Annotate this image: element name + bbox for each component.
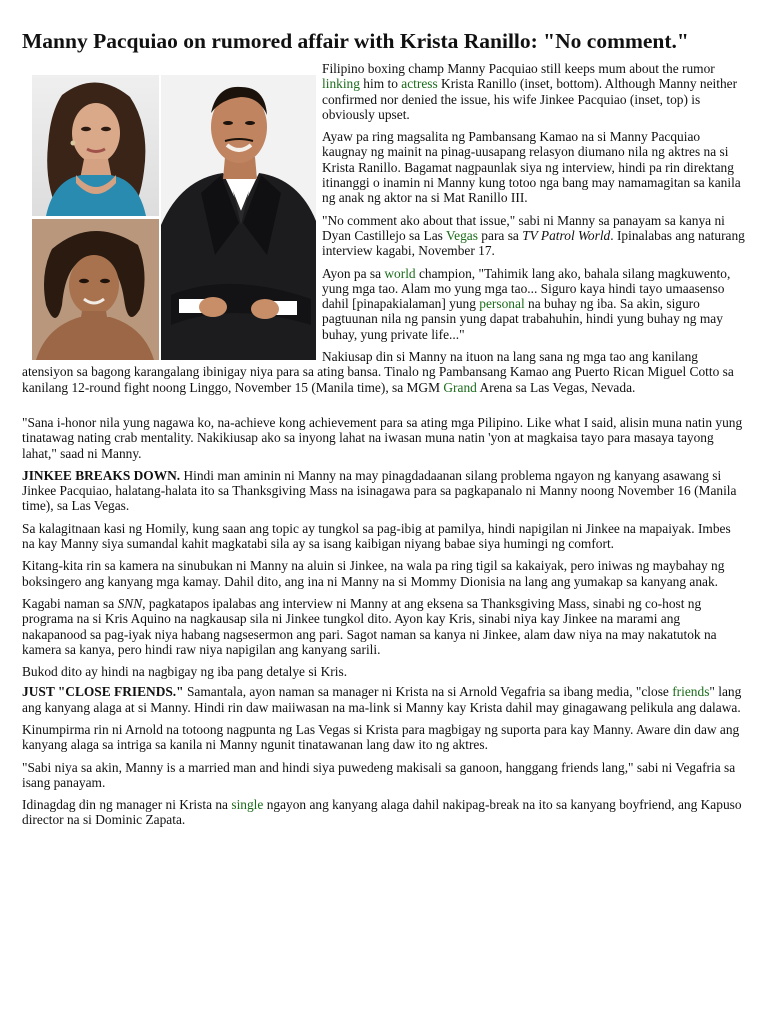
keyword-link[interactable]: personal <box>479 296 525 312</box>
text: "No comment ako about that issue," sabi ni Manny sa panayam sa kanya ni Dyan Castillejo sa Las <box>322 212 725 243</box>
text: Filipino boxing champ Manny Pacquiao still keeps mum about the rumor <box>322 61 715 76</box>
text: . Ipinalabas ang naturang interview kagabi, November 17. <box>322 227 745 259</box>
paragraph: Sa kalagitnaan kasi ng Homily, kung saan ang topic ay tungkol sa pag-ibig at pamilya, hindi napigilan ni Jinkee na mapaiyak. Imbes na kay Manny siya sumandal kahit magkatabi sila ay sa isang kaibigan niyang babae siya humingi ng comfort. <box>22 520 731 552</box>
paragraph <box>22 596 746 657</box>
paragraph-section-jinkee <box>22 468 746 514</box>
paragraph: Ayaw pa ring magsalita ng Pambansang Kamao na si Manny Pacquiao kaugnay ng mainit na pinag-uusapang relasyon diumano nila ng aktres na si Krista Ranillo. Bagamat nagpaunlak siya ng interview, hindi pa rin direktang itinanggi o inamin ni Manny kung totoo nga bang may namamagitan sa kanila ng anak ng aktor na si Mat Ranillo III. <box>322 129 741 206</box>
text: Idinagdag din ng manager ni Krista na <box>22 797 232 813</box>
text: him to <box>359 76 402 92</box>
article-body <box>22 61 746 835</box>
program-name: SNN <box>117 595 143 611</box>
article-title: Manny Pacquiao on rumored affair with Krista Ranillo: "No comment." <box>22 29 689 53</box>
paragraph: Kinumpirma rin ni Arnold na totoong nagpunta ng Las Vegas si Krista para magbigay ng suporta para kay Manny. Aware din daw ang kanyang alaga sa intriga sa kanila ni Manny ngunit tinatawanan lang daw ito ng aktres. <box>22 721 740 753</box>
paragraph: "Sabi niya sa akin, Manny is a married man and hindi siya puwedeng makisali sa ganoon, hanggang friends lang," sabi ni Vegafria sa isang panayam. <box>22 759 736 790</box>
text: Hindi man aminin ni Manny na may pinagdadaanan silang problema ngayon ng kanyang asawang si Jinkee Pacquiao, halatang-halata ito sa Thanksgiving Mass na isinagawa para sa pagkapanalo ni Manny noong November 16 (Manila time), sa Las Vegas. <box>22 467 737 514</box>
text: na buhay ng iba. Sa akin, siguro pagtuunan nila ng pansin yung dapat trabahuhin, hindi yung buhay ng may buhay, yung private life..." <box>322 296 723 342</box>
text: Kagabi naman sa <box>22 595 118 611</box>
text: champion, "Tahimik lang ako, bahala silang magkuwento, yung mga tao. Alam mo yung mga tao... Siguro kaya hindi tayo umaasenso dahil [pinapakialaman] yung <box>322 265 731 312</box>
text: para sa <box>477 227 523 243</box>
text: Samantala, ayon naman sa manager ni Krista na si Arnold Vegafria sa ibang media, "close <box>183 684 673 700</box>
keyword-link[interactable]: single <box>231 797 264 813</box>
text: Nakiusap din si Manny na ituon na lang sana ng mga tao ang kanilang atensiyon sa bagong karangalang ibinigay niya para sa ating bansa. Tinalo ng Pambansang Kamao ang Puerto Rican Miguel Cotto sa kanilang 12-round fight noong Linggo, November 15 (Manila time), sa MGM <box>22 349 734 395</box>
text: " lang ang kanyang alaga at si Manny. Hindi rin daw maiiwasan na ma-link si Manny kay Krista dahil may ginagawang pelikula ang dalawa. <box>22 684 742 715</box>
paragraph: Kitang-kita rin sa kamera na sinubukan ni Manny na aluin si Jinkee, na wala pa ring tigil sa kakaiyak, pero iniwas ng maybahay ng boksingero ang kanyang mga kamay. Dahil dito, ang ina ni Manny na si Mommy Dionisia na lang ang yumakap sa kanyang anak. <box>22 558 725 589</box>
text: Arena sa Las Vegas, Nevada. <box>476 379 636 395</box>
paragraph-section-friends <box>22 684 746 715</box>
paragraph: "Sana i-honor nila yung nagawa ko, na-achieve kong achievement para sa ating mga Pilipino. Like what I said, alisin muna natin yung tinatawag nating crab mentality. Nakikiusap ako sa inyong lahat na iwasan muna natin 'yon at magkaisa tayo para masaya tayong lahat," saad ni Manny. <box>22 414 743 461</box>
text: , pagkatapos ipalabas ang interview ni Manny at ang eksena sa Thanksgiving Mass, sinabi ng co-host ng programa na si Kris Aquino na nagkausap sila ni Jinkee tungkol dito. Ayon kay Kris, sinabi niya kay Jinkee na marami ang nakapanood sa pag-iyak niya habang nagsesermon ang pari. Sagot naman sa kanya ni Jinkee, alam daw niya na may nakatutok na kamera sa kanya, pero hindi raw niya napigilan ang kanyang sarili. <box>22 595 717 657</box>
photo-float-spacer <box>22 61 322 360</box>
program-name: TV Patrol World <box>522 227 611 243</box>
paragraph <box>22 797 746 828</box>
keyword-link[interactable]: friends <box>672 684 710 700</box>
text: Krista Ranillo (inset, bottom). Although Manny neither confirmed nor denied the issue, his wife Jinkee Pacquiao (inset, top) is obviously upset. <box>322 76 738 122</box>
section-heading: JINKEE BREAKS DOWN. <box>22 467 181 483</box>
section-heading: JUST "CLOSE FRIENDS." <box>22 684 184 700</box>
keyword-link[interactable]: Grand <box>443 379 477 395</box>
keyword-link[interactable]: actress <box>401 76 438 92</box>
text: ngayon ang kanyang alaga dahil nakipag-break na ito sa kanyang boyfriend, ang Kapuso director na si Dominic Zapata. <box>22 797 742 828</box>
keyword-link[interactable]: world <box>384 265 416 281</box>
keyword-link[interactable]: Vegas <box>445 227 478 243</box>
paragraph: Bukod dito ay hindi na nagbigay ng iba pang detalye si Kris. <box>22 664 348 680</box>
keyword-link[interactable]: linking <box>322 76 360 92</box>
text: Ayon pa sa <box>322 265 385 281</box>
